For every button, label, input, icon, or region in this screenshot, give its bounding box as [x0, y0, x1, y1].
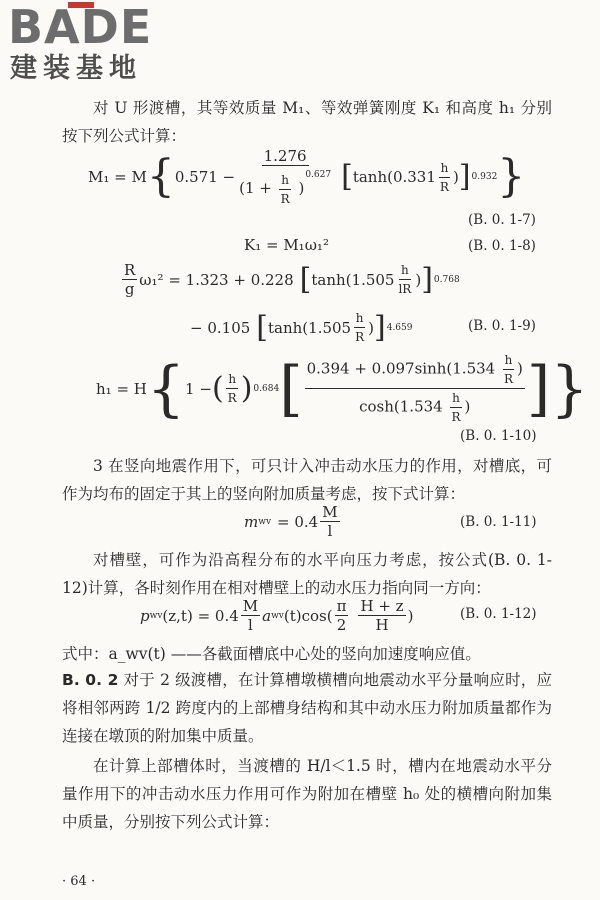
mwv-sub: wv [258, 516, 272, 527]
pwv-args: (z,t) = 0.4 [162, 606, 239, 625]
h1-cosh-fraction [449, 390, 462, 425]
mwv-den: l [327, 522, 333, 540]
omega-tanh-2: tanh(1.505 [268, 318, 352, 337]
equation-omega-line1 [120, 262, 460, 297]
section-b02-heading: B. 0. 2 [62, 671, 119, 689]
pwv-a: a [262, 606, 272, 625]
brand-logo [8, 0, 178, 84]
h1-open-paren: ( [211, 370, 224, 406]
h1-denominator [357, 389, 472, 425]
h1-close-brace: } [550, 353, 589, 424]
h1-cosh-close: ) [464, 397, 471, 416]
h1-big-fraction [305, 352, 525, 425]
equation-omega-line2 [190, 310, 412, 345]
m1-tanh-fraction [438, 160, 451, 195]
mwv-num: M [322, 503, 338, 521]
omega-minus: − 0.105 [190, 318, 251, 337]
equation-mwv [244, 504, 342, 539]
m1-r: R [280, 191, 290, 206]
omega-h-over-r [353, 310, 366, 345]
omega-open-bracket-1: [ [299, 261, 312, 297]
h1-sinh-r: R [504, 372, 514, 386]
h1-r: R [227, 391, 237, 405]
pwv-a-sub: wv [271, 610, 284, 621]
logo-main-text: BADE [8, 0, 153, 54]
equation-m1 [88, 148, 525, 207]
pwv-hz: H + z [360, 597, 404, 615]
label-b0111: (B. 0. 1-11) [460, 514, 537, 530]
h1-cosh: cosh(1.534 [359, 397, 443, 416]
omega-exponent-1: 0.768 [433, 274, 460, 285]
m1-paren-open: (1 + [239, 179, 272, 197]
omega-lr: lR [398, 282, 412, 296]
m1-close-brace: } [497, 151, 526, 203]
m1-tanh-close: ) [452, 168, 459, 187]
h1-one-minus: 1 − [185, 379, 212, 398]
omega-tanh-close-2: ) [368, 318, 374, 337]
paragraph-trough-wall: 对槽壁，可作为沿高程分布的水平向压力考虑，按公式(B. 0. 1-12)计算，各时刻作用在相对槽壁上的动水压力指向同一方向： [62, 551, 552, 597]
omega-close-bracket-2: ] [374, 309, 386, 345]
h1-close-paren: ) [240, 370, 253, 406]
m1-fraction-num: 1.276 [263, 147, 307, 165]
omega-exponent-2: 4.659 [386, 322, 413, 333]
h1-open-brace: { [146, 353, 186, 424]
h1-cosh-h: h [450, 390, 462, 408]
equation-pwv [140, 598, 413, 633]
pwv-cos: (t)cos( [283, 606, 333, 625]
m1-h: h [279, 172, 291, 190]
omega-h-2: h [354, 310, 366, 328]
m1-open-bracket: [ [341, 159, 353, 195]
label-b0112: (B. 0. 1-12) [460, 606, 537, 622]
m1-close-bracket: ] [458, 159, 471, 195]
h1-sinh: 0.394 + 0.097sinh(1.534 [306, 359, 496, 378]
m1-exponent-1: 0.627 [305, 170, 332, 180]
where-clause: 式中：a_wv(t) ——各截面槽底中心处的竖向加速度响应值。 [62, 645, 481, 663]
m1-tanh: tanh(0.331 [352, 168, 436, 187]
pwv-two: 2 [336, 616, 347, 634]
label-b017: (B. 0. 1-7) [468, 212, 536, 228]
omega-rhs: ω₁² = 1.323 + 0.228 [139, 270, 294, 289]
paragraph-upper-trough: 在计算上部槽体时，当渡槽的 H/l＜1.5 时，槽内在地震动水平分量作用下的冲击动水压力作用可作为附加在槽壁 h₀ 处的横槽向附加集中质量，分别按下列公式计算： [62, 757, 552, 831]
m1-exponent-2: 0.932 [471, 172, 498, 183]
m1-tanh-r: R [439, 179, 449, 194]
paragraph-vertical-seismic: 3 在竖向地震作用下，可只计入冲击动水压力的作用，对槽底，可作为均布的固定于其上的竖向附加质量考虑，按下式计算： [62, 457, 552, 503]
h1-open-bracket: [ [279, 353, 303, 424]
m1-constant: 0.571 − [174, 168, 236, 187]
omega-h-1: h [399, 262, 411, 280]
k1-text: K₁ = M₁ω₁² [244, 236, 329, 254]
page-number: · 64 · [62, 874, 96, 889]
m1-fraction [237, 148, 333, 207]
h1-close-bracket: ] [526, 353, 551, 424]
m1-tanh-h: h [439, 160, 451, 178]
h1-lhs: h₁ = H [96, 379, 147, 398]
pwv-pi: π [336, 597, 347, 615]
section-b02-text: 对于 2 级渡槽，在计算槽墩横槽向地震动水平分量响应时，应将相邻两跨 1/2 跨度内的上部槽身结构和其中动水压力附加质量都作为连接在墩顶的附加集中质量。 [62, 671, 553, 745]
pwv-h: H [375, 616, 389, 634]
omega-h-over-lr [396, 262, 413, 297]
pwv-m: M [242, 597, 259, 615]
label-b019: (B. 0. 1-9) [468, 318, 536, 334]
h1-cosh-r: R [451, 410, 461, 424]
h1-sinh-fraction [502, 352, 515, 387]
intro-paragraph: 对 U 形渡槽，其等效质量 M₁、等效弹簧刚度 K₁ 和高度 h₁ 分别按下列公式计算： [62, 99, 552, 145]
pwv-pi-over-2 [335, 598, 349, 633]
omega-close-bracket-1: ] [421, 261, 433, 297]
m1-fraction-den [237, 166, 333, 207]
omega-g: g [124, 280, 135, 298]
label-b0110: (B. 0. 1-10) [460, 428, 537, 444]
h1-h: h [226, 371, 238, 389]
pwv-close: ) [407, 606, 414, 625]
omega-r: R [124, 261, 136, 279]
pwv-m-over-l [241, 598, 260, 633]
h1-exponent: 0.684 [253, 383, 280, 394]
h1-numerator [305, 352, 525, 389]
mwv-eq: = 0.4 [277, 512, 319, 531]
m1-lhs: M₁ = M [88, 168, 147, 187]
omega-tanh-close-1: ) [415, 270, 422, 289]
pwv-p: p [140, 606, 150, 625]
logo-sub-text: 建装基地 [10, 53, 142, 84]
omega-r-over-g [122, 262, 137, 297]
omega-tanh-1: tanh(1.505 [311, 270, 395, 289]
h1-sinh-close: ) [517, 359, 523, 378]
h1-h-over-r [226, 371, 239, 406]
pwv-l: l [248, 616, 253, 634]
equation-h1 [96, 352, 589, 425]
pwv-sub: wv [149, 610, 163, 621]
section-b02 [62, 666, 552, 750]
mwv-m: m [244, 512, 259, 531]
equation-k1 [244, 236, 329, 254]
pwv-hz-over-h [358, 598, 405, 633]
h1-sinh-h: h [503, 352, 515, 370]
m1-h-over-r [279, 172, 292, 207]
omega-r-2: R [355, 330, 365, 344]
mwv-fraction [320, 504, 339, 539]
label-b018: (B. 0. 1-8) [468, 238, 536, 254]
m1-open-brace: { [146, 151, 175, 203]
omega-open-bracket-2: [ [256, 309, 268, 345]
m1-paren-close: ) [298, 179, 305, 197]
